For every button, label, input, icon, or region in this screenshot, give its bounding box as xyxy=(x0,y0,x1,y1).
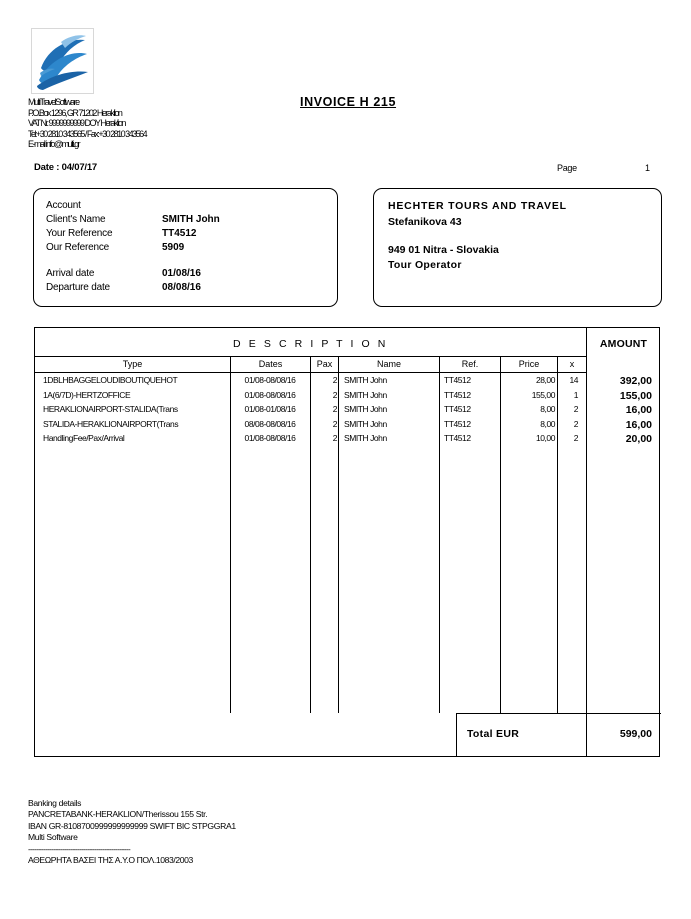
invoice-date: Date : 04/07/17 xyxy=(34,162,98,173)
table-row[interactable] xyxy=(35,417,586,432)
cell-price: 8,00 xyxy=(540,418,555,429)
customer-city: 949 01 Nitra - Slovakia xyxy=(388,244,499,256)
table-row[interactable] xyxy=(35,402,586,417)
cell-type: 1A(6/7D)-HERTZOFFICE xyxy=(43,389,131,400)
header-price: Price xyxy=(518,359,540,369)
cell-price: 155,00 xyxy=(531,389,555,400)
company-details xyxy=(28,97,146,150)
bank-name-line: PANCRETABANK-HERAKLION/Therissou 155 Str. xyxy=(28,809,208,820)
amount-total-rule xyxy=(586,713,661,714)
table-body xyxy=(35,373,586,713)
cell-name: SMITH John xyxy=(344,433,387,444)
your-reference-label: Your Reference xyxy=(46,228,113,239)
cell-name: SMITH John xyxy=(344,404,387,415)
description-column-title: D E S C R I P T I O N xyxy=(233,338,388,350)
cell-name: SMITH John xyxy=(344,418,387,429)
cell-pax: 2 xyxy=(332,375,337,385)
company-vat: VAT Nr. 9999999999 DOY Heraklion xyxy=(28,118,125,129)
cell-amount: 20,00 xyxy=(625,433,652,446)
cell-ref: TT4512 xyxy=(444,375,471,385)
company-short-name: Multi Software xyxy=(28,832,78,843)
company-logo xyxy=(31,28,94,94)
cell-x: 2 xyxy=(573,418,578,429)
cell-price: 10,00 xyxy=(535,433,555,444)
cell-ref: TT4512 xyxy=(444,389,471,400)
banking-title: Banking details xyxy=(28,798,82,808)
amount-column-title: AMOUNT xyxy=(599,338,648,350)
customer-address-box xyxy=(373,188,662,307)
departure-date-value: 08/08/16 xyxy=(162,282,201,293)
cell-ref: TT4512 xyxy=(444,404,471,415)
cell-amount: 392,00 xyxy=(619,375,652,387)
cell-ref: TT4512 xyxy=(444,418,471,429)
header-dates: Dates xyxy=(258,359,283,369)
cell-type: 1DBLHBAGGELOUDIBOUTIQUEHOT xyxy=(43,375,178,385)
table-header-row xyxy=(35,356,586,373)
customer-street: Stefanikova 43 xyxy=(388,216,462,228)
greek-legal-note: ΑΘΕΩΡΗΤΑ ΒΑΣΕΙ ΤΗΣ Α.Υ.Ο ΠΟΛ.1083/2003 xyxy=(28,855,193,866)
company-name: MultiTravelSoftware xyxy=(28,97,79,107)
table-row[interactable] xyxy=(35,373,586,388)
footer-separator: ------------------------------------------------ xyxy=(28,844,131,854)
total-label: Total EUR xyxy=(467,728,520,740)
total-left-divider xyxy=(456,713,457,756)
cell-x: 14 xyxy=(569,375,578,385)
our-reference-value: 5909 xyxy=(162,242,185,253)
cell-amount: 16,00 xyxy=(625,404,652,417)
your-reference-value: TT4512 xyxy=(162,228,197,239)
company-address: P.O.Box 1296, GR 71202 Heraklion xyxy=(28,107,122,118)
client-name-label: Client's Name xyxy=(46,214,106,225)
cell-type: HandlingFee/Pax/Arrival xyxy=(43,433,125,444)
cell-ref: TT4512 xyxy=(444,433,471,444)
cell-x: 2 xyxy=(573,433,578,444)
account-title: Account xyxy=(46,200,81,211)
header-x: x xyxy=(569,359,575,369)
cell-dates: 08/08-08/08/16 xyxy=(244,418,296,429)
cell-x: 1 xyxy=(573,389,578,400)
header-ref: Ref. xyxy=(461,359,479,369)
total-value: 599,00 xyxy=(619,728,652,740)
header-type: Type xyxy=(122,359,143,369)
cell-dates: 01/08-08/08/16 xyxy=(244,375,296,385)
cell-name: SMITH John xyxy=(344,389,387,400)
arrival-date-label: Arrival date xyxy=(46,268,95,279)
cell-type: STALIDA-HERAKLIONAIRPORT(Trans xyxy=(43,418,179,429)
cell-type: HERAKLIONAIRPORT-STALIDA(Trans xyxy=(43,404,178,415)
cell-amount: 16,00 xyxy=(625,418,652,431)
customer-name: HECHTER TOURS AND TRAVEL xyxy=(388,200,567,212)
page-number: 1 xyxy=(645,163,651,173)
cell-dates: 01/08-01/08/16 xyxy=(244,404,296,415)
cell-pax: 2 xyxy=(332,389,337,400)
table-row[interactable] xyxy=(35,388,586,403)
cell-price: 28,00 xyxy=(535,375,555,385)
cell-dates: 01/08-08/08/16 xyxy=(244,433,296,444)
page-title: INVOICE H 215 xyxy=(300,95,397,109)
departure-date-label: Departure date xyxy=(46,282,110,293)
cell-price: 8,00 xyxy=(540,404,555,415)
cell-pax: 2 xyxy=(332,433,337,444)
customer-type: Tour Operator xyxy=(388,259,462,271)
table-row[interactable] xyxy=(35,431,586,446)
dolphins-logo-icon xyxy=(31,28,94,94)
cell-name: SMITH John xyxy=(344,375,387,385)
invoice-items-table xyxy=(34,327,660,757)
iban-line: IBAN GR-8108700999999999999 SWIFT BIC STPGGRA1 xyxy=(28,820,236,831)
our-reference-label: Our Reference xyxy=(46,242,109,253)
cell-x: 2 xyxy=(573,404,578,415)
header-pax: Pax xyxy=(316,359,333,369)
company-email: E-mail info@multi.gr xyxy=(28,139,80,150)
cell-pax: 2 xyxy=(332,404,337,415)
cell-pax: 2 xyxy=(332,418,337,429)
page-label: Page xyxy=(557,163,577,173)
header-name: Name xyxy=(376,359,401,369)
cell-dates: 01/08-08/08/16 xyxy=(244,389,296,400)
footer-banking-details xyxy=(28,798,236,866)
account-box xyxy=(33,188,338,307)
company-phone: Tel:+30 2810 343565 / Fax:+30 2810 343564 xyxy=(28,128,147,139)
arrival-date-value: 01/08/16 xyxy=(162,268,201,279)
client-name-value: SMITH John xyxy=(162,214,220,225)
cell-amount: 155,00 xyxy=(619,389,652,402)
